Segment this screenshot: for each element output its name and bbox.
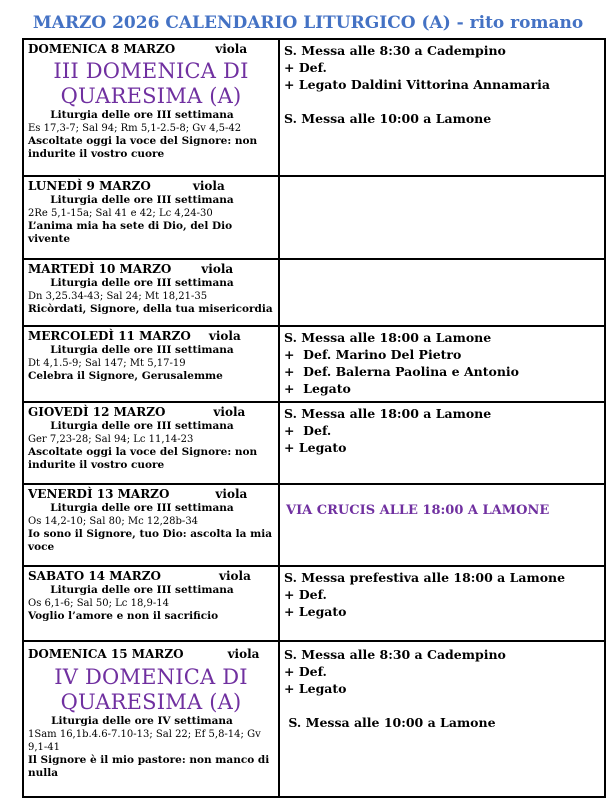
day-label: DOMENICA 15 MARZO <box>28 647 184 661</box>
masses-cell <box>279 566 605 641</box>
day-row <box>23 484 605 566</box>
liturgy-hours: Liturgia delle ore III settimana <box>50 194 234 206</box>
masses-cell <box>279 641 605 797</box>
psalm-refrain: Celebra il Signore, Gerusalemme <box>28 370 223 382</box>
day-label: GIOVEDÌ 12 MARZO <box>28 405 166 419</box>
masses-cell <box>279 326 605 402</box>
day-label: DOMENICA 8 MARZO <box>28 42 176 56</box>
day-heading <box>28 262 274 277</box>
psalm-refrain: Ricòrdati, Signore, della tua misericordia <box>28 303 273 315</box>
psalm-refrain: Ascoltate oggi la voce del Signore: non indurite il vostro cuore <box>28 135 258 160</box>
day-heading <box>28 487 274 502</box>
liturgy-hours: Liturgia delle ore III settimana <box>50 584 234 596</box>
day-info-cell <box>23 566 279 641</box>
readings: Dn 3,25.34-43; Sal 24; Mt 18,21-35 <box>28 291 208 302</box>
psalm-refrain: L’anima mia ha sete di Dio, del Dio vivente <box>28 220 233 245</box>
sunday-title-line: III DOMENICA DI <box>53 59 249 83</box>
day-row <box>23 259 605 326</box>
via-crucis-notice: VIA CRUCIS ALLE 18:00 A LAMONE <box>286 503 550 518</box>
day-row <box>23 176 605 259</box>
mass-line: + Legato Daldini Vittorina Annamaria <box>284 77 550 92</box>
liturgical-color: viola <box>213 405 246 419</box>
masses-cell <box>279 484 605 566</box>
mass-line: + Legato <box>284 440 347 455</box>
liturgical-color: viola <box>215 42 248 56</box>
day-label: LUNEDÌ 9 MARZO <box>28 179 151 193</box>
day-label: SABATO 14 MARZO <box>28 569 161 583</box>
readings: Dt 4,1.5-9; Sal 147; Mt 5,17-19 <box>28 358 186 369</box>
mass-line: + Legato <box>284 604 347 619</box>
liturgy-hours: Liturgia delle ore IV settimana <box>51 715 233 727</box>
day-info-cell <box>23 484 279 566</box>
liturgy-hours: Liturgia delle ore III settimana <box>50 420 234 432</box>
day-row <box>23 641 605 797</box>
spacer <box>284 93 600 110</box>
liturgical-color: viola <box>201 262 234 276</box>
day-heading <box>28 179 274 194</box>
liturgical-color: viola <box>208 329 241 343</box>
masses-cell <box>279 39 605 176</box>
spacer <box>284 697 600 714</box>
mass-line: S. Messa alle 10:00 a Lamone <box>284 715 496 730</box>
day-heading <box>28 42 274 57</box>
mass-line: S. Messa prefestiva alle 18:00 a Lamone <box>284 570 566 585</box>
mass-line: S. Messa alle 18:00 a Lamone <box>284 330 492 345</box>
day-row <box>23 566 605 641</box>
day-info-cell <box>23 402 279 484</box>
day-label: MARTEDÌ 10 MARZO <box>28 262 172 276</box>
day-info-cell <box>23 39 279 176</box>
mass-line: + Legato <box>284 381 351 396</box>
sunday-title-line: QUARESIMA (A) <box>60 690 242 714</box>
mass-line: + Def. <box>284 587 327 602</box>
mass-line: + Def. <box>284 423 332 438</box>
readings: Os 14,2-10; Sal 80; Mc 12,28b-34 <box>28 516 199 527</box>
liturgy-hours: Liturgia delle ore III settimana <box>50 344 234 356</box>
day-info-cell <box>23 326 279 402</box>
liturgy-hours: Liturgia delle ore III settimana <box>50 277 234 289</box>
liturgical-color: viola <box>219 569 251 583</box>
day-info-cell <box>23 641 279 797</box>
psalm-refrain: Io sono il Signore, tuo Dio: ascolta la mia voce <box>28 528 273 553</box>
liturgical-color: viola <box>192 179 225 193</box>
mass-line: + Def. Balerna Paolina e Antonio <box>284 364 520 379</box>
liturgical-color: viola <box>227 647 260 661</box>
mass-line: + Def. <box>284 60 327 75</box>
psalm-refrain: Il Signore è il mio pastore: non manco di nulla <box>28 754 270 779</box>
day-heading <box>28 405 274 420</box>
calendar-table <box>22 38 606 798</box>
day-label: VENERDÌ 13 MARZO <box>28 487 170 501</box>
mass-line: + Def. Marino Del Pietro <box>284 347 462 362</box>
mass-line: S. Messa alle 10:00 a Lamone <box>284 111 492 126</box>
mass-line: S. Messa alle 8:30 a Cadempino <box>284 647 506 662</box>
day-info-cell <box>23 176 279 259</box>
psalm-refrain: Ascoltate oggi la voce del Signore: non indurite il vostro cuore <box>28 446 258 471</box>
page-title: MARZO 2026 CALENDARIO LITURGICO (A) - rito romano <box>32 13 584 33</box>
mass-line: S. Messa alle 8:30 a Cadempino <box>284 43 506 58</box>
liturgy-hours: Liturgia delle ore III settimana <box>50 109 234 121</box>
day-row <box>23 326 605 402</box>
readings: Ger 7,23-28; Sal 94; Lc 11,14-23 <box>28 434 194 445</box>
sunday-title-line: IV DOMENICA DI <box>54 665 248 689</box>
mass-line: + Def. <box>284 664 327 679</box>
sunday-title <box>28 665 274 715</box>
mass-line: S. Messa alle 18:00 a Lamone <box>284 406 492 421</box>
liturgical-color: viola <box>215 487 248 501</box>
sunday-title-line: QUARESIMA (A) <box>60 84 242 108</box>
day-row <box>23 402 605 484</box>
day-heading <box>28 647 274 662</box>
readings: Os 6,1-6; Sal 50; Lc 18,9-14 <box>28 598 169 609</box>
day-heading <box>28 329 274 344</box>
mass-line: + Legato <box>284 681 347 696</box>
day-heading <box>28 569 274 584</box>
day-label: MERCOLEDÌ 11 MARZO <box>28 329 191 343</box>
masses-cell <box>279 402 605 484</box>
psalm-refrain: Voglio l’amore e non il sacrificio <box>28 610 219 622</box>
readings: 1Sam 16,1b.4.6-7.10-13; Sal 22; Ef 5,8-14; Gv 9,1-41 <box>28 729 261 753</box>
liturgy-hours: Liturgia delle ore III settimana <box>50 502 234 514</box>
day-info-cell <box>23 259 279 326</box>
masses-cell <box>279 176 605 259</box>
readings: Es 17,3-7; Sal 94; Rm 5,1-2.5-8; Gv 4,5-42 <box>28 123 242 134</box>
sunday-title <box>28 59 274 109</box>
masses-cell <box>279 259 605 326</box>
readings: 2Re 5,1-15a; Sal 41 e 42; Lc 4,24-30 <box>28 208 213 219</box>
day-row <box>23 39 605 176</box>
